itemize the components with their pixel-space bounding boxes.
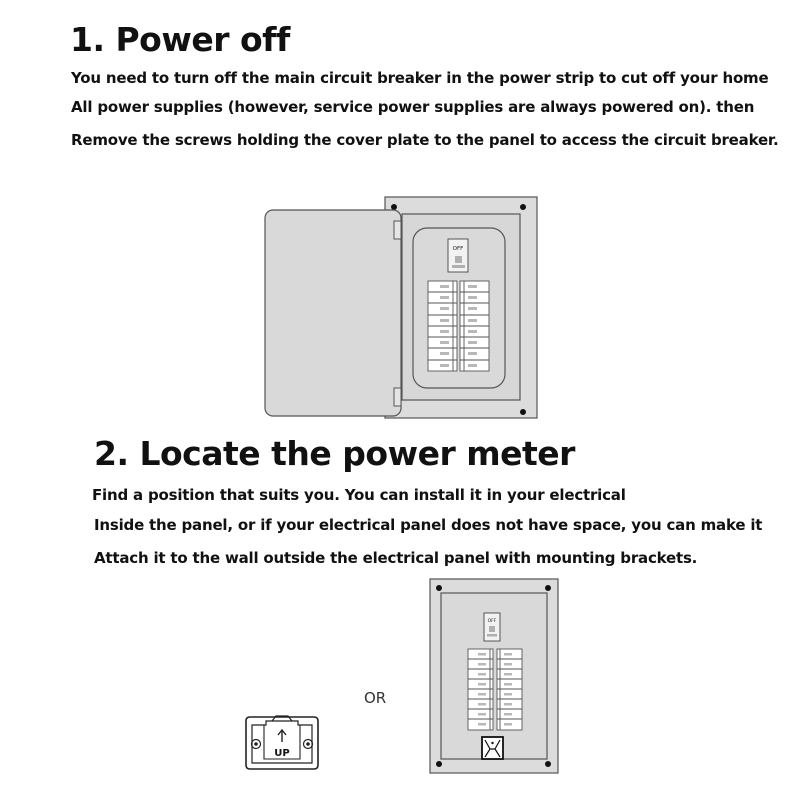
- svg-text:UP: UP: [274, 748, 290, 759]
- section1-line-3: Remove the screws holding the cover plate to the panel to access the circuit breaker.: [71, 131, 779, 149]
- svg-text:OFF: OFF: [452, 246, 464, 252]
- section2-line-1: Find a position that suits you. You can install it in your electrical: [92, 486, 626, 504]
- section2-title: 2. Locate the power meter: [94, 434, 575, 473]
- section1-line-1: You need to turn off the main circuit breaker in the power strip to cut off your home: [71, 69, 769, 87]
- panel-with-meter-illustration: [428, 577, 560, 775]
- section2-line-3: Attach it to the wall outside the electrical panel with mounting brackets.: [94, 549, 698, 567]
- section1-title: 1. Power off: [70, 20, 290, 59]
- or-label: OR: [364, 689, 387, 707]
- svg-text:OFF: OFF: [487, 619, 497, 624]
- open-breaker-panel-illustration: [260, 195, 540, 420]
- screw-icon: [391, 204, 397, 210]
- section1-line-2: All power supplies (however, service power supplies are always powered on). then: [71, 98, 755, 116]
- section2-line-2: Inside the panel, or if your electrical panel does not have space, you can make it: [94, 516, 763, 534]
- mounting-bracket-illustration: [244, 713, 320, 771]
- power-meter-icon: [482, 737, 503, 759]
